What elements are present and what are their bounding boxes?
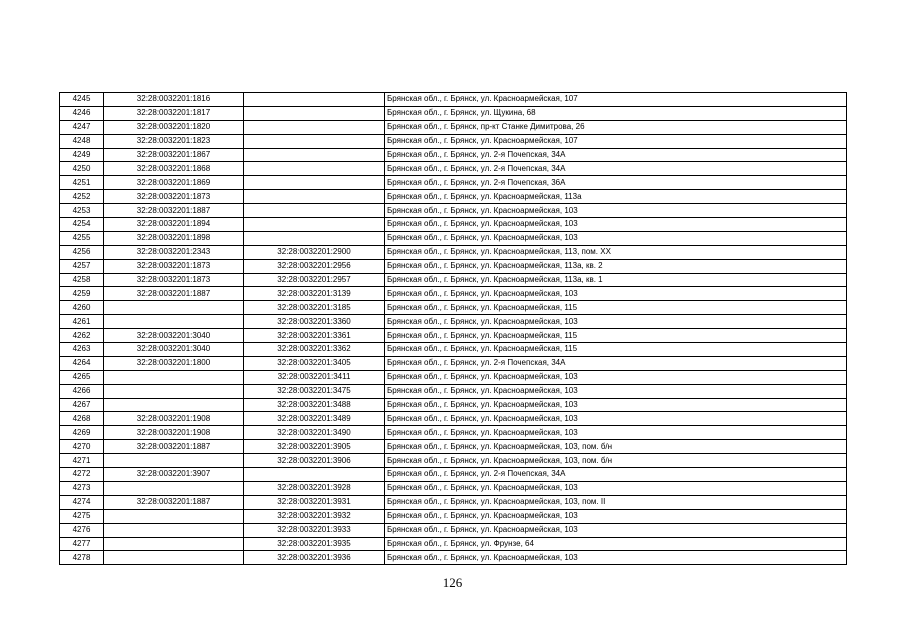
address-cell: Брянская обл., г. Брянск, ул. Красноармейская, 115 — [385, 301, 847, 315]
cadastral-number-cell — [104, 551, 244, 565]
row-number-cell: 4274 — [60, 495, 104, 509]
cadastral-number-cell: 32:28:0032201:1867 — [104, 148, 244, 162]
address-cell: Брянская обл., г. Брянск, ул. Красноармейская, 103 — [385, 384, 847, 398]
row-number-cell: 4263 — [60, 343, 104, 357]
object-cadastral-number-cell: 32:28:0032201:2957 — [244, 273, 385, 287]
object-cadastral-number-cell: 32:28:0032201:3139 — [244, 287, 385, 301]
row-number-cell: 4270 — [60, 440, 104, 454]
row-number-cell: 4266 — [60, 384, 104, 398]
row-number-cell: 4264 — [60, 356, 104, 370]
address-cell: Брянская обл., г. Брянск, ул. Красноармейская, 103 — [385, 204, 847, 218]
table-body — [60, 93, 847, 565]
address-cell: Брянская обл., г. Брянск, ул. Фрунзе, 64 — [385, 537, 847, 551]
row-number-cell: 4257 — [60, 259, 104, 273]
cadastral-number-cell — [104, 301, 244, 315]
address-cell: Брянская обл., г. Брянск, ул. Красноармейская, 103 — [385, 481, 847, 495]
cadastral-number-cell: 32:28:0032201:1873 — [104, 190, 244, 204]
table-row — [60, 93, 847, 107]
address-cell: Брянская обл., г. Брянск, ул. 2-я Почепская, 34А — [385, 148, 847, 162]
object-cadastral-number-cell: 32:28:0032201:3933 — [244, 523, 385, 537]
object-cadastral-number-cell — [244, 162, 385, 176]
object-cadastral-number-cell: 32:28:0032201:3488 — [244, 398, 385, 412]
object-cadastral-number-cell — [244, 231, 385, 245]
table-row — [60, 440, 847, 454]
object-cadastral-number-cell: 32:28:0032201:3361 — [244, 329, 385, 343]
address-cell: Брянская обл., г. Брянск, ул. Красноармейская, 103 — [385, 523, 847, 537]
row-number-cell: 4249 — [60, 148, 104, 162]
row-number-cell: 4267 — [60, 398, 104, 412]
row-number-cell: 4260 — [60, 301, 104, 315]
object-cadastral-number-cell — [244, 106, 385, 120]
object-cadastral-number-cell — [244, 148, 385, 162]
address-cell: Брянская обл., г. Брянск, ул. Красноармейская, 103 — [385, 551, 847, 565]
address-cell: Брянская обл., г. Брянск, ул. Красноармейская, 113а — [385, 190, 847, 204]
object-cadastral-number-cell: 32:28:0032201:3928 — [244, 481, 385, 495]
cadastral-number-cell: 32:28:0032201:1800 — [104, 356, 244, 370]
table-row — [60, 301, 847, 315]
table-row — [60, 343, 847, 357]
object-cadastral-number-cell — [244, 468, 385, 482]
row-number-cell: 4275 — [60, 509, 104, 523]
table-row — [60, 454, 847, 468]
cadastral-number-cell — [104, 398, 244, 412]
row-number-cell: 4253 — [60, 204, 104, 218]
cadastral-number-cell: 32:28:0032201:1887 — [104, 287, 244, 301]
cadastral-number-cell: 32:28:0032201:1817 — [104, 106, 244, 120]
object-cadastral-number-cell: 32:28:0032201:3932 — [244, 509, 385, 523]
object-cadastral-number-cell: 32:28:0032201:3931 — [244, 495, 385, 509]
table-row — [60, 426, 847, 440]
cadastral-number-cell: 32:28:0032201:1868 — [104, 162, 244, 176]
address-cell: Брянская обл., г. Брянск, ул. Красноармейская, 103 — [385, 412, 847, 426]
address-cell: Брянская обл., г. Брянск, ул. Красноармейская, 107 — [385, 134, 847, 148]
table-row — [60, 218, 847, 232]
object-cadastral-number-cell: 32:28:0032201:3362 — [244, 343, 385, 357]
table-row — [60, 412, 847, 426]
table-row — [60, 523, 847, 537]
object-cadastral-number-cell: 32:28:0032201:3185 — [244, 301, 385, 315]
cadastral-number-cell: 32:28:0032201:3907 — [104, 468, 244, 482]
address-cell: Брянская обл., г. Брянск, ул. Красноармейская, 103, пом. II — [385, 495, 847, 509]
table-row — [60, 162, 847, 176]
table-row — [60, 190, 847, 204]
table-row — [60, 537, 847, 551]
cadastral-number-cell — [104, 509, 244, 523]
address-cell: Брянская обл., г. Брянск, ул. 2-я Почепская, 36А — [385, 176, 847, 190]
table-row — [60, 148, 847, 162]
cadastral-number-cell: 32:28:0032201:1873 — [104, 273, 244, 287]
table-row — [60, 398, 847, 412]
row-number-cell: 4245 — [60, 93, 104, 107]
table-row — [60, 106, 847, 120]
cadastral-number-cell — [104, 454, 244, 468]
cadastral-number-cell: 32:28:0032201:1823 — [104, 134, 244, 148]
object-cadastral-number-cell: 32:28:0032201:3905 — [244, 440, 385, 454]
table-row — [60, 120, 847, 134]
row-number-cell: 4278 — [60, 551, 104, 565]
cadastral-number-cell: 32:28:0032201:1873 — [104, 259, 244, 273]
address-cell: Брянская обл., г. Брянск, ул. Красноармейская, 113а, кв. 2 — [385, 259, 847, 273]
address-cell: Брянская обл., г. Брянск, ул. Красноармейская, 103 — [385, 509, 847, 523]
object-cadastral-number-cell — [244, 134, 385, 148]
table-row — [60, 551, 847, 565]
object-cadastral-number-cell — [244, 176, 385, 190]
table-row — [60, 134, 847, 148]
table-row — [60, 231, 847, 245]
object-cadastral-number-cell — [244, 218, 385, 232]
cadastral-number-cell: 32:28:0032201:3040 — [104, 329, 244, 343]
table-row — [60, 509, 847, 523]
cadastral-number-cell: 32:28:0032201:1816 — [104, 93, 244, 107]
address-cell: Брянская обл., г. Брянск, ул. Красноармейская, 113а, кв. 1 — [385, 273, 847, 287]
row-number-cell: 4256 — [60, 245, 104, 259]
object-cadastral-number-cell: 32:28:0032201:3490 — [244, 426, 385, 440]
cadastral-number-cell — [104, 537, 244, 551]
cadastral-number-cell — [104, 384, 244, 398]
object-cadastral-number-cell — [244, 93, 385, 107]
row-number-cell: 4247 — [60, 120, 104, 134]
address-cell: Брянская обл., г. Брянск, ул. Красноармейская, 103 — [385, 231, 847, 245]
row-number-cell: 4261 — [60, 315, 104, 329]
cadastral-number-cell: 32:28:0032201:3040 — [104, 343, 244, 357]
cadastral-number-cell: 32:28:0032201:1887 — [104, 495, 244, 509]
object-cadastral-number-cell — [244, 190, 385, 204]
table-row — [60, 273, 847, 287]
address-cell: Брянская обл., г. Брянск, ул. 2-я Почепская, 34А — [385, 356, 847, 370]
row-number-cell: 4265 — [60, 370, 104, 384]
cadastral-number-cell — [104, 481, 244, 495]
cadastral-number-cell: 32:28:0032201:1869 — [104, 176, 244, 190]
row-number-cell: 4272 — [60, 468, 104, 482]
address-cell: Брянская обл., г. Брянск, ул. Красноармейская, 103 — [385, 426, 847, 440]
table-row — [60, 315, 847, 329]
table-row — [60, 245, 847, 259]
cadastral-number-cell: 32:28:0032201:1908 — [104, 426, 244, 440]
row-number-cell: 4273 — [60, 481, 104, 495]
object-cadastral-number-cell: 32:28:0032201:3906 — [244, 454, 385, 468]
row-number-cell: 4277 — [60, 537, 104, 551]
row-number-cell: 4254 — [60, 218, 104, 232]
table-row — [60, 356, 847, 370]
row-number-cell: 4246 — [60, 106, 104, 120]
row-number-cell: 4268 — [60, 412, 104, 426]
row-number-cell: 4262 — [60, 329, 104, 343]
table-row — [60, 384, 847, 398]
object-cadastral-number-cell: 32:28:0032201:2900 — [244, 245, 385, 259]
address-cell: Брянская обл., г. Брянск, ул. Красноармейская, 103, пом. б/н — [385, 440, 847, 454]
address-cell: Брянская обл., г. Брянск, пр-кт Станке Димитрова, 26 — [385, 120, 847, 134]
address-cell: Брянская обл., г. Брянск, ул. Красноармейская, 103 — [385, 398, 847, 412]
row-number-cell: 4252 — [60, 190, 104, 204]
object-cadastral-number-cell — [244, 120, 385, 134]
object-cadastral-number-cell: 32:28:0032201:3475 — [244, 384, 385, 398]
address-cell: Брянская обл., г. Брянск, ул. Красноармейская, 113, пом. XX — [385, 245, 847, 259]
address-cell: Брянская обл., г. Брянск, ул. 2-я Почепская, 34А — [385, 162, 847, 176]
page-number: 126 — [442, 575, 463, 590]
cadastral-number-cell — [104, 315, 244, 329]
cadastral-number-cell: 32:28:0032201:1908 — [104, 412, 244, 426]
cadastral-number-cell: 32:28:0032201:2343 — [104, 245, 244, 259]
row-number-cell: 4269 — [60, 426, 104, 440]
cadastral-number-cell: 32:28:0032201:1887 — [104, 440, 244, 454]
object-cadastral-number-cell — [244, 204, 385, 218]
table-row — [60, 468, 847, 482]
object-cadastral-number-cell: 32:28:0032201:3360 — [244, 315, 385, 329]
object-cadastral-number-cell: 32:28:0032201:3936 — [244, 551, 385, 565]
table-row — [60, 495, 847, 509]
row-number-cell: 4255 — [60, 231, 104, 245]
object-cadastral-number-cell: 32:28:0032201:3405 — [244, 356, 385, 370]
address-cell: Брянская обл., г. Брянск, ул. Щукина, 68 — [385, 106, 847, 120]
address-cell: Брянская обл., г. Брянск, ул. Красноармейская, 103, пом. б/н — [385, 454, 847, 468]
address-cell: Брянская обл., г. Брянск, ул. Красноармейская, 103 — [385, 370, 847, 384]
cadastral-number-cell: 32:28:0032201:1820 — [104, 120, 244, 134]
address-cell: Брянская обл., г. Брянск, ул. Красноармейская, 103 — [385, 315, 847, 329]
address-cell: Брянская обл., г. Брянск, ул. Красноармейская, 103 — [385, 287, 847, 301]
table-row — [60, 481, 847, 495]
row-number-cell: 4259 — [60, 287, 104, 301]
table-row — [60, 329, 847, 343]
address-cell: Брянская обл., г. Брянск, ул. 2-я Почепская, 34А — [385, 468, 847, 482]
row-number-cell: 4250 — [60, 162, 104, 176]
table-row — [60, 259, 847, 273]
address-cell: Брянская обл., г. Брянск, ул. Красноармейская, 103 — [385, 218, 847, 232]
cadastral-number-cell: 32:28:0032201:1887 — [104, 204, 244, 218]
row-number-cell: 4248 — [60, 134, 104, 148]
object-cadastral-number-cell: 32:28:0032201:3489 — [244, 412, 385, 426]
row-number-cell: 4258 — [60, 273, 104, 287]
address-cell: Брянская обл., г. Брянск, ул. Красноармейская, 115 — [385, 329, 847, 343]
table-row — [60, 287, 847, 301]
address-cell: Брянская обл., г. Брянск, ул. Красноармейская, 115 — [385, 343, 847, 357]
row-number-cell: 4271 — [60, 454, 104, 468]
object-cadastral-number-cell: 32:28:0032201:3935 — [244, 537, 385, 551]
cadastral-number-cell: 32:28:0032201:1894 — [104, 218, 244, 232]
cadastral-number-cell — [104, 370, 244, 384]
cadastral-table — [59, 92, 847, 565]
table-row — [60, 204, 847, 218]
cadastral-number-cell: 32:28:0032201:1898 — [104, 231, 244, 245]
object-cadastral-number-cell: 32:28:0032201:2956 — [244, 259, 385, 273]
row-number-cell: 4251 — [60, 176, 104, 190]
table-row — [60, 370, 847, 384]
object-cadastral-number-cell: 32:28:0032201:3411 — [244, 370, 385, 384]
row-number-cell: 4276 — [60, 523, 104, 537]
table-row — [60, 176, 847, 190]
cadastral-number-cell — [104, 523, 244, 537]
address-cell: Брянская обл., г. Брянск, ул. Красноармейская, 107 — [385, 93, 847, 107]
